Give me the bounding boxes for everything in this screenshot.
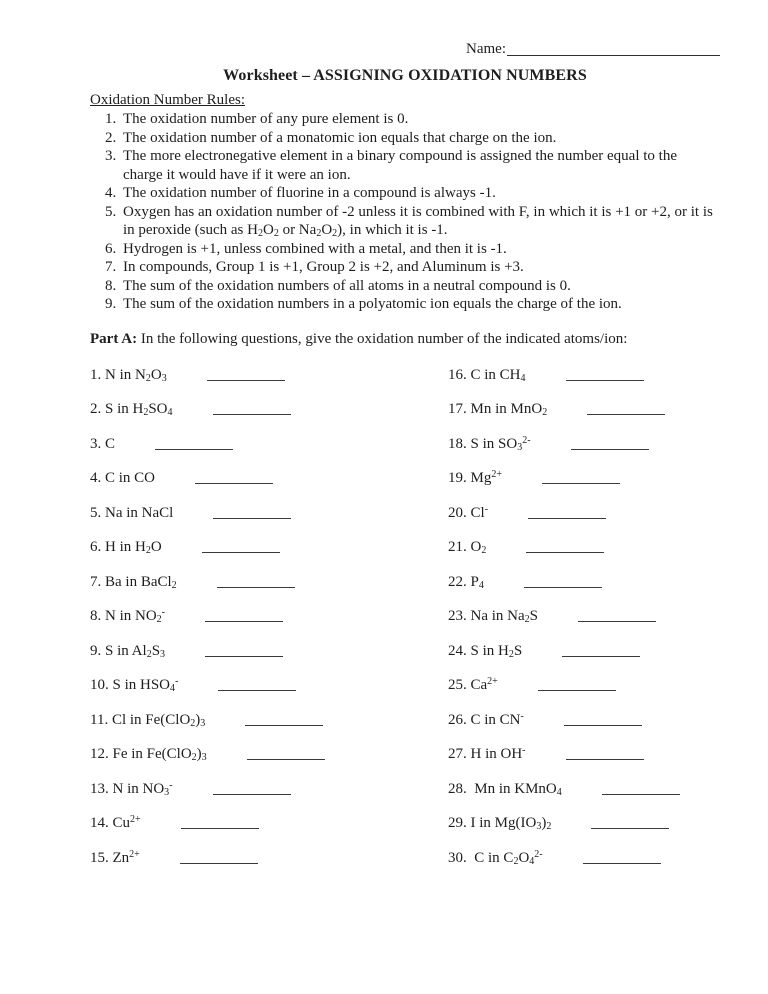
rule-number: 1.	[105, 111, 117, 127]
name-label: Name:	[466, 41, 506, 57]
rule-text: The oxidation number of any pure element is 0.	[123, 111, 409, 127]
question-row	[90, 366, 448, 401]
answer-blank-line[interactable]	[566, 745, 644, 760]
rule-item	[90, 295, 720, 314]
answer-blank-line[interactable]	[247, 745, 325, 760]
answer-blank-line[interactable]	[578, 607, 656, 622]
question-label: 12. Fe in $Fe(ClO_2)_3$	[90, 746, 207, 763]
answer-blank-line[interactable]	[591, 814, 669, 829]
question-row	[448, 780, 720, 815]
part-a-instructions	[90, 330, 720, 349]
answer-blank-line[interactable]	[218, 676, 296, 691]
rule-number: 6.	[105, 240, 117, 257]
question-label: 24. S in $H_2S$	[448, 642, 523, 660]
question-row	[90, 849, 448, 884]
rule-number: 2.	[105, 129, 117, 146]
rule-item	[90, 258, 720, 277]
answer-blank-line[interactable]	[524, 573, 602, 588]
question-label: 7. Ba in BaCl$_2$	[90, 573, 177, 591]
answer-blank-line[interactable]	[538, 676, 616, 691]
answer-blank-line[interactable]	[562, 642, 640, 657]
question-label: 15. $Zn^{2+}$	[90, 848, 140, 866]
answer-blank-line[interactable]	[205, 607, 283, 622]
rule-text: Oxygen has an oxidation number of -2 unless it is combined with F, in which it is +1 or +2, or it is in peroxide (such as $H_2O_2$ or $Na_2O_2$), in which it is -1.	[123, 203, 713, 239]
rule-number: 7.	[105, 259, 117, 275]
answer-blank-line[interactable]	[202, 538, 280, 553]
answer-blank-line[interactable]	[571, 435, 649, 450]
question-row	[90, 469, 448, 504]
question-row	[90, 745, 448, 780]
question-label: 9. S in $Al_2S_3$	[90, 642, 166, 660]
question-label: 10. S in $HSO_4^-$	[90, 676, 179, 694]
question-label: 25. $Ca^{2+}$	[448, 676, 498, 693]
rule-number: 5.	[105, 203, 117, 220]
rule-text: The oxidation number of fluorine in a compound is always -1.	[123, 185, 496, 201]
rule-item	[90, 129, 720, 148]
question-row	[90, 504, 448, 539]
answer-blank-line[interactable]	[213, 504, 291, 519]
question-row	[448, 607, 720, 642]
question-label: 11. Cl in $Fe(ClO_2)_3$	[90, 711, 206, 729]
question-label: 30. C in $C_2O_4^{2-}$	[448, 848, 543, 867]
question-row	[90, 780, 448, 815]
rule-number: 3.	[105, 148, 117, 164]
question-label: 27. H in OH-	[448, 745, 526, 762]
rule-number: 4.	[105, 185, 117, 201]
question-row	[90, 642, 448, 677]
question-label: 22. $P_4$	[448, 573, 484, 591]
rule-text: In compounds, Group 1 is +1, Group 2 is +2, and Aluminum is +3.	[123, 259, 524, 275]
rule-text: The sum of the oxidation numbers in a polyatomic ion equals the charge of the ion.	[123, 296, 622, 312]
rule-item	[90, 203, 720, 240]
question-row	[448, 642, 720, 677]
rule-text: The sum of the oxidation numbers of all atoms in a neutral compound is 0.	[123, 277, 571, 294]
question-row	[90, 538, 448, 573]
part-a-text: In the following questions, give the oxidation number of the indicated atoms/ion:	[140, 330, 628, 347]
rule-item	[90, 277, 720, 296]
rule-number: 8.	[105, 277, 117, 294]
answer-blank-line[interactable]	[180, 849, 258, 864]
question-label: 6. H in $H_2O$	[90, 539, 162, 556]
question-label: 26. C in CN-	[448, 710, 524, 728]
question-row	[448, 469, 720, 504]
answer-blank-line[interactable]	[602, 780, 680, 795]
question-label: 5. Na in NaCl	[90, 504, 174, 521]
question-label: 2. S in $H_2SO_4$	[90, 401, 173, 418]
answer-blank-line[interactable]	[217, 573, 295, 588]
question-row	[448, 814, 720, 849]
question-label: 4. C in CO	[90, 470, 156, 486]
rule-text: The oxidation number of a monatomic ion equals that charge on the ion.	[123, 129, 557, 146]
question-label: 1. N in $N_2O_3$	[90, 366, 167, 384]
question-label: 8. N in $NO_2^-$	[90, 607, 166, 625]
question-row	[448, 711, 720, 746]
question-label: 20. Cl-	[448, 503, 489, 521]
answer-blank-line[interactable]	[213, 780, 291, 795]
question-label: 21. $O_2$	[448, 539, 487, 556]
rules-list	[90, 110, 720, 314]
answer-blank-line[interactable]	[587, 400, 665, 415]
question-row	[90, 400, 448, 435]
question-label: 18. S in $SO_3^{2-}$	[448, 434, 531, 453]
question-row	[90, 573, 448, 608]
question-label: 3. C	[90, 435, 116, 452]
question-row	[90, 814, 448, 849]
question-label: 13. N in $NO_3^-$	[90, 779, 173, 798]
question-row	[90, 435, 448, 470]
rule-number: 9.	[105, 296, 117, 312]
question-label: 29. I in $Mg(IO_3)_2$	[448, 815, 552, 832]
answer-blank-line[interactable]	[195, 469, 273, 484]
answer-blank-line[interactable]	[245, 711, 323, 726]
rule-text: The more electronegative element in a binary compound is assigned the number equal to the charge it would have if it were an ion.	[123, 148, 677, 183]
answer-blank-line[interactable]	[566, 366, 644, 381]
answer-blank-line[interactable]	[205, 642, 283, 657]
question-row	[448, 676, 720, 711]
question-row	[90, 676, 448, 711]
worksheet-title: Worksheet – ASSIGNING OXIDATION NUMBERS	[223, 67, 587, 84]
rule-item	[90, 184, 720, 203]
rule-item	[90, 147, 720, 184]
answer-blank-line[interactable]	[213, 400, 291, 415]
question-row	[448, 849, 720, 884]
answer-blank-line[interactable]	[181, 814, 259, 829]
rules-heading: Oxidation Number Rules:	[90, 92, 245, 108]
question-label: 16. C in $CH_4$	[448, 366, 526, 384]
question-row	[448, 366, 720, 401]
rule-text: Hydrogen is +1, unless combined with a metal, and then it is -1.	[123, 240, 507, 257]
question-row	[448, 745, 720, 780]
question-label: 14. $Cu^{2+}$	[90, 814, 141, 831]
question-row	[90, 607, 448, 642]
question-row	[448, 573, 720, 608]
part-a-label: Part A:	[90, 330, 138, 347]
question-row	[90, 711, 448, 746]
answer-blank-line[interactable]	[207, 366, 285, 381]
question-row	[448, 538, 720, 573]
questions-column-left	[90, 366, 448, 884]
answer-blank-line[interactable]	[155, 435, 233, 450]
rule-item	[90, 240, 720, 259]
name-blank-line[interactable]	[507, 40, 720, 56]
questions-grid	[90, 366, 720, 884]
answer-blank-line[interactable]	[564, 711, 642, 726]
name-row	[90, 40, 720, 60]
question-label: 17. Mn in MnO$_2$	[448, 401, 548, 418]
question-label: 23. Na in $Na_2S$	[448, 608, 538, 625]
question-label: 19. $Mg^{2+}$	[448, 469, 502, 486]
answer-blank-line[interactable]	[526, 538, 604, 553]
questions-column-right	[448, 366, 720, 884]
question-row	[448, 400, 720, 435]
question-label: 28. Mn in KMnO$_4$	[448, 780, 562, 798]
answer-blank-line[interactable]	[528, 504, 606, 519]
question-row	[448, 504, 720, 539]
question-row	[448, 435, 720, 470]
answer-blank-line[interactable]	[583, 849, 661, 864]
answer-blank-line[interactable]	[542, 469, 620, 484]
rule-item	[90, 110, 720, 129]
